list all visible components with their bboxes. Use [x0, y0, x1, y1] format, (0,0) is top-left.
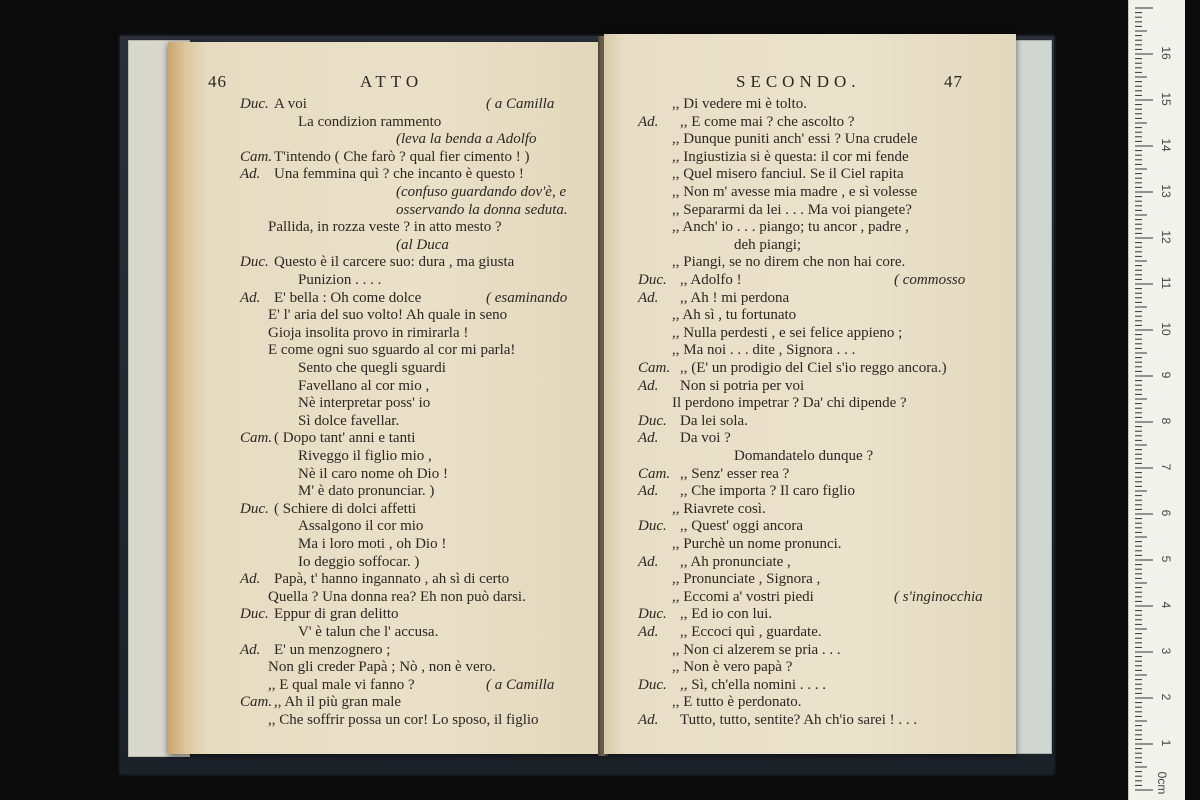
ruler-number: 14	[1159, 138, 1173, 152]
verse-line: Sì dolce favellar.	[298, 412, 400, 429]
verse-line: Da lei sola.	[680, 412, 748, 429]
speaker-label: Duc.	[638, 518, 667, 535]
ruler-number: 11	[1159, 276, 1173, 290]
stage-direction: osservando la donna seduta.	[396, 201, 568, 218]
verse-line: Il perdono impetrar ? Da' chi dipende ?	[672, 395, 907, 412]
stage-direction: ( a Camilla	[486, 96, 555, 112]
ruler-number: 5	[1159, 555, 1173, 563]
verse-line: ,, Non m' avesse mia madre , e sì volesse	[672, 184, 918, 200]
stage-direction: ( a Camilla	[486, 676, 555, 693]
ruler-number: 1	[1159, 739, 1173, 747]
speaker-label: Duc.	[240, 254, 269, 271]
stage-direction: ( s'inginocchia	[894, 588, 983, 605]
speaker-label: Ad.	[240, 289, 261, 306]
verse-line: E' un menzognero ;	[274, 641, 391, 658]
verse-line: ,, Di vedere mi è tolto.	[672, 96, 807, 112]
speaker-label: Ad.	[638, 553, 659, 570]
speaker-label: Ad.	[638, 624, 659, 640]
verse-line: ,, Ah ! mi perdona	[680, 289, 790, 306]
speaker-label: Duc.	[638, 272, 667, 288]
verse-line: ,, Non ci alzerem se pria . . .	[672, 641, 841, 658]
running-head-right: SECONDO.	[736, 72, 861, 91]
speaker-label: Ad.	[638, 430, 659, 447]
verse-line: ,, Riavrete così.	[672, 500, 766, 517]
stage-direction: (confuso guardando dov'è, e	[396, 184, 567, 200]
speaker-label: Ad.	[240, 641, 261, 658]
verse-line: ,, Adolfo !	[680, 272, 742, 288]
verse-line: ,, Dunque puniti anch' essi ? Una crudele	[672, 131, 918, 148]
verse-line: ,, Che soffrir possa un cor! Lo sposo, il figlio	[268, 712, 539, 728]
left-page	[168, 42, 600, 754]
verse-line: Una femmina quì ? che incanto è questo !	[274, 166, 524, 183]
ruler-number: 2	[1159, 693, 1173, 701]
verse-line: ,, Separarmi da lei . . . Ma voi piangete?	[672, 201, 912, 218]
ruler-number: 4	[1159, 601, 1173, 609]
speaker-label: Duc.	[240, 606, 269, 623]
verse-line: Questo è il carcere suo: dura , ma giusta	[274, 254, 515, 271]
verse-line: ,, Purchè un nome pronunci.	[672, 536, 842, 552]
speaker-label: Cam.	[240, 430, 273, 447]
verse-line: Nè il caro nome oh Dio !	[298, 465, 448, 482]
ruler-number: 7	[1159, 463, 1173, 471]
speaker-label: Ad.	[638, 289, 659, 306]
verse-line: Sento che quegli sguardi	[298, 360, 446, 376]
ruler-number: 6	[1159, 509, 1173, 517]
verse-line: ,, E come mai ? che ascolto ?	[680, 113, 855, 130]
speaker-label: Duc.	[638, 606, 667, 623]
verse-line: E come ogni suo sguardo al cor mi parla!	[268, 342, 516, 359]
verse-line: Eppur di gran delitto	[274, 606, 399, 623]
verse-line: E' l' aria del suo volto! Ah quale in seno	[268, 307, 508, 324]
ruler-number: 12	[1159, 230, 1173, 244]
stage-direction: ( commosso	[894, 272, 966, 288]
ruler-number: 3	[1159, 647, 1173, 655]
verse-line: ,, Che importa ? Il caro figlio	[680, 483, 855, 500]
verse-line: Ma i loro moti , oh Dio !	[298, 536, 447, 552]
verse-line: ,, Senz' esser rea ?	[680, 465, 790, 482]
ruler-number: 13	[1159, 184, 1173, 198]
measuring-ruler	[1128, 0, 1185, 800]
speaker-label: Duc.	[638, 676, 667, 693]
verse-line: ,, Ingiustizia si è questa: il cor mi fende	[672, 148, 909, 165]
verse-line: Nè interpretar poss' io	[298, 395, 431, 412]
ruler-unit-label: 0cm	[1155, 771, 1169, 795]
right-page	[604, 34, 1016, 754]
speaker-label: Duc.	[240, 500, 269, 517]
speaker-label: Ad.	[240, 571, 261, 588]
speaker-label: Cam.	[638, 465, 671, 482]
speaker-label: Ad.	[638, 377, 659, 394]
verse-line: E' bella : Oh come dolce	[274, 289, 422, 306]
verse-line: Favellano al cor mio ,	[298, 377, 430, 394]
verse-line: Pallida, in rozza veste ? in atto mesto ?	[268, 219, 502, 236]
verse-line: ,, Eccomi a' vostri piedi	[672, 588, 814, 605]
verse-line: ,, Piangi, se no direm che non hai core.	[672, 254, 906, 271]
ruler-number: 15	[1159, 92, 1173, 106]
speaker-label: Ad.	[638, 712, 659, 728]
speaker-label: Cam.	[638, 360, 671, 376]
verse-line: Riveggo il figlio mio ,	[298, 448, 432, 464]
ruler-number: 8	[1159, 417, 1173, 425]
verse-line: ,, (E' un prodigio del Ciel s'io reggo ancora.)	[680, 360, 947, 376]
verse-line: A voi	[274, 96, 307, 112]
stage-direction: ( esaminando	[486, 289, 568, 306]
speaker-label: Ad.	[240, 166, 261, 183]
ruler-number: 10	[1159, 322, 1173, 336]
verse-line: ( Schiere di dolci affetti	[274, 500, 417, 517]
running-head-left: ATTO	[360, 72, 424, 91]
verse-line: Domandatelo dunque ?	[734, 448, 874, 464]
verse-line: ,, Sì, ch'ella nomini . . . .	[680, 676, 827, 693]
ruler-number: 16	[1159, 46, 1173, 60]
ruler-ticks	[1129, 0, 1185, 800]
verse-line: ,, Ah sì , tu fortunato	[672, 307, 797, 324]
verse-line: ,, Ah pronunciate ,	[680, 553, 791, 570]
verse-line: ,, Ed io con lui.	[680, 606, 773, 623]
verse-line: Papà, t' hanno ingannato , ah sì di certo	[274, 571, 510, 588]
verse-line: ,, Quel misero fanciul. Se il Ciel rapita	[672, 166, 904, 183]
speaker-label: Ad.	[638, 113, 659, 130]
verse-line: ,, Ma noi . . . dite , Signora . . .	[672, 342, 856, 359]
verse-line: ,, Non è vero papà ?	[672, 659, 793, 676]
page-number-right: 47	[944, 72, 963, 91]
speaker-label: Cam.	[240, 694, 273, 711]
verse-line: ,, Anch' io . . . piango; tu ancor , padre ,	[672, 219, 909, 236]
page-number-left: 46	[208, 72, 227, 91]
verse-line: Non gli creder Papà ; Nò , non è vero.	[268, 659, 496, 676]
verse-line: deh piangi;	[734, 236, 802, 253]
verse-line: ( Dopo tant' anni e tanti	[274, 430, 416, 447]
speaker-label: Duc.	[638, 412, 667, 429]
verse-line: ,, E qual male vi fanno ?	[268, 676, 415, 693]
verse-line: Non si potria per voi	[680, 377, 805, 394]
verse-line: Gioja insolita provo in rimirarla !	[268, 324, 469, 341]
verse-line: T'intendo ( Che farò ? qual fier cimento ! )	[274, 148, 530, 165]
verse-line: Quella ? Una donna rea? Eh non può darsi.	[268, 588, 526, 605]
verse-line: ,, Eccoci quì , guardate.	[680, 624, 822, 640]
verse-line: Assalgono il cor mio	[298, 518, 424, 535]
verse-line: Tutto, tutto, sentite? Ah ch'io sarei ! . . .	[680, 712, 918, 728]
verse-line: La condizion rammento	[298, 113, 442, 130]
verse-line: Punizion . . . .	[298, 272, 382, 288]
verse-line: Io deggio soffocar. )	[298, 553, 420, 570]
stage-direction: (leva la benda a Adolfo	[396, 131, 537, 148]
stage-direction: (al Duca	[396, 236, 449, 253]
ruler-number: 9	[1159, 371, 1173, 379]
verse-line: M' è dato pronunciar. )	[298, 483, 435, 500]
verse-line: Da voi ?	[680, 430, 731, 447]
verse-line: ,, Quest' oggi ancora	[680, 518, 804, 535]
speaker-label: Cam.	[240, 148, 273, 165]
verse-line: V' è talun che l' accusa.	[298, 624, 439, 640]
verse-line: ,, E tutto è perdonato.	[672, 694, 802, 711]
verse-line: ,, Pronunciate , Signora ,	[672, 571, 821, 588]
speaker-label: Ad.	[638, 483, 659, 500]
verse-line: ,, Nulla perdesti , e sei felice appieno ;	[672, 324, 903, 341]
speaker-label: Duc.	[240, 96, 269, 112]
verse-line: ,, Ah il più gran male	[274, 694, 402, 711]
